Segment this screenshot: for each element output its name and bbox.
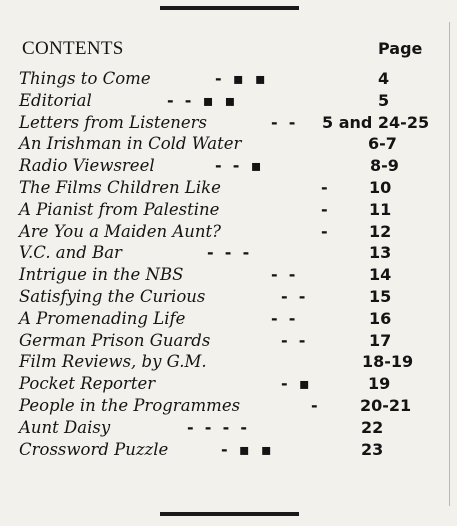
- toc-entry-page: 4: [378, 69, 390, 88]
- column-edge-line: [449, 22, 450, 506]
- toc-entry-page: 14: [369, 265, 392, 285]
- toc-entry-leader: -: [321, 199, 328, 219]
- page-column-heading: Page: [378, 39, 423, 58]
- toc-entry-title: Letters from Listeners: [19, 112, 208, 132]
- toc-entry-title: Radio Viewsreel: [19, 156, 155, 176]
- top-rule: [160, 6, 299, 10]
- toc-entry-leader: - -: [271, 308, 296, 328]
- toc-entry-page: 8-9: [370, 156, 399, 176]
- toc-entry-leader: -: [311, 395, 318, 415]
- toc-row: [19, 242, 439, 264]
- toc-row: [19, 439, 439, 461]
- toc-entry-title: Pocket Reporter: [19, 374, 156, 394]
- toc-entry-leader: - ▪ ▪: [221, 439, 272, 459]
- toc-entry-page: 17: [369, 330, 392, 350]
- toc-entry-page: 20-21: [360, 395, 412, 415]
- toc-entry-page: 15: [369, 286, 392, 306]
- toc-entry-leader: - - ▪: [215, 156, 262, 176]
- toc-row: [19, 112, 439, 134]
- toc-entry-title: Satisfying the Curious: [19, 286, 206, 306]
- toc-row: [19, 155, 439, 177]
- toc-entry-leader: - -: [281, 286, 306, 306]
- toc-entry-title: The Films Children Like: [19, 177, 221, 197]
- toc-entry-title: Things to Come: [19, 69, 151, 88]
- toc-entry-leader: - -: [281, 330, 306, 350]
- toc-entry-page: 22: [361, 417, 384, 437]
- table-of-contents: [19, 68, 439, 460]
- contents-heading: CONTENTS: [22, 38, 124, 59]
- toc-entry-title: An Irishman in Cold Water: [19, 134, 242, 154]
- toc-entry-page: 13: [369, 243, 392, 263]
- toc-entry-page: 10: [369, 177, 392, 197]
- toc-entry-title: German Prison Guards: [19, 330, 211, 350]
- toc-row: [19, 221, 439, 243]
- toc-row: [19, 68, 439, 90]
- toc-entry-page: 5 and 24-25: [322, 112, 430, 132]
- toc-entry-title: Are You a Maiden Aunt?: [19, 221, 222, 241]
- toc-entry-leader: -: [321, 221, 328, 241]
- toc-row: [19, 177, 439, 199]
- toc-entry-title: V.C. and Bar: [19, 243, 122, 263]
- toc-entry-page: 6-7: [368, 134, 397, 154]
- toc-row: [19, 351, 439, 373]
- toc-entry-page: 19: [368, 374, 391, 394]
- toc-entry-leader: - -: [271, 265, 296, 285]
- toc-entry-leader: - ▪: [281, 374, 310, 394]
- toc-row: [19, 330, 439, 352]
- toc-entry-page: 18-19: [362, 352, 414, 372]
- toc-row: [19, 286, 439, 308]
- toc-entry-leader: - - ▪ ▪: [167, 90, 236, 110]
- toc-entry-leader: - ▪ ▪: [215, 69, 266, 88]
- toc-row: [19, 264, 439, 286]
- toc-entry-page: 16: [369, 308, 392, 328]
- toc-entry-page: 12: [369, 221, 392, 241]
- toc-entry-title: Intrigue in the NBS: [19, 265, 184, 285]
- toc-row: [19, 373, 439, 395]
- toc-entry-title: Crossword Puzzle: [19, 439, 169, 459]
- toc-entry-leader: - -: [271, 112, 296, 132]
- toc-entry-page: 11: [369, 199, 392, 219]
- toc-entry-title: Film Reviews, by G.M.: [19, 352, 207, 372]
- toc-entry-title: Aunt Daisy: [19, 417, 111, 437]
- toc-row: [19, 395, 439, 417]
- toc-entry-page: 23: [361, 439, 384, 459]
- toc-row: [19, 90, 439, 112]
- toc-entry-leader: - - -: [207, 243, 250, 263]
- bottom-rule: [160, 512, 299, 516]
- toc-row: [19, 199, 439, 221]
- contents-header: [22, 38, 437, 64]
- toc-entry-title: Editorial: [19, 90, 92, 110]
- toc-entry-leader: - - - -: [187, 417, 247, 437]
- toc-entry-title: People in the Programmes: [19, 395, 241, 415]
- toc-entry-page: 5: [378, 90, 390, 110]
- toc-row: [19, 417, 439, 439]
- toc-row: [19, 133, 439, 155]
- toc-row: [19, 308, 439, 330]
- toc-entry-title: A Pianist from Palestine: [19, 199, 220, 219]
- toc-entry-leader: -: [321, 177, 328, 197]
- toc-entry-title: A Promenading Life: [19, 308, 186, 328]
